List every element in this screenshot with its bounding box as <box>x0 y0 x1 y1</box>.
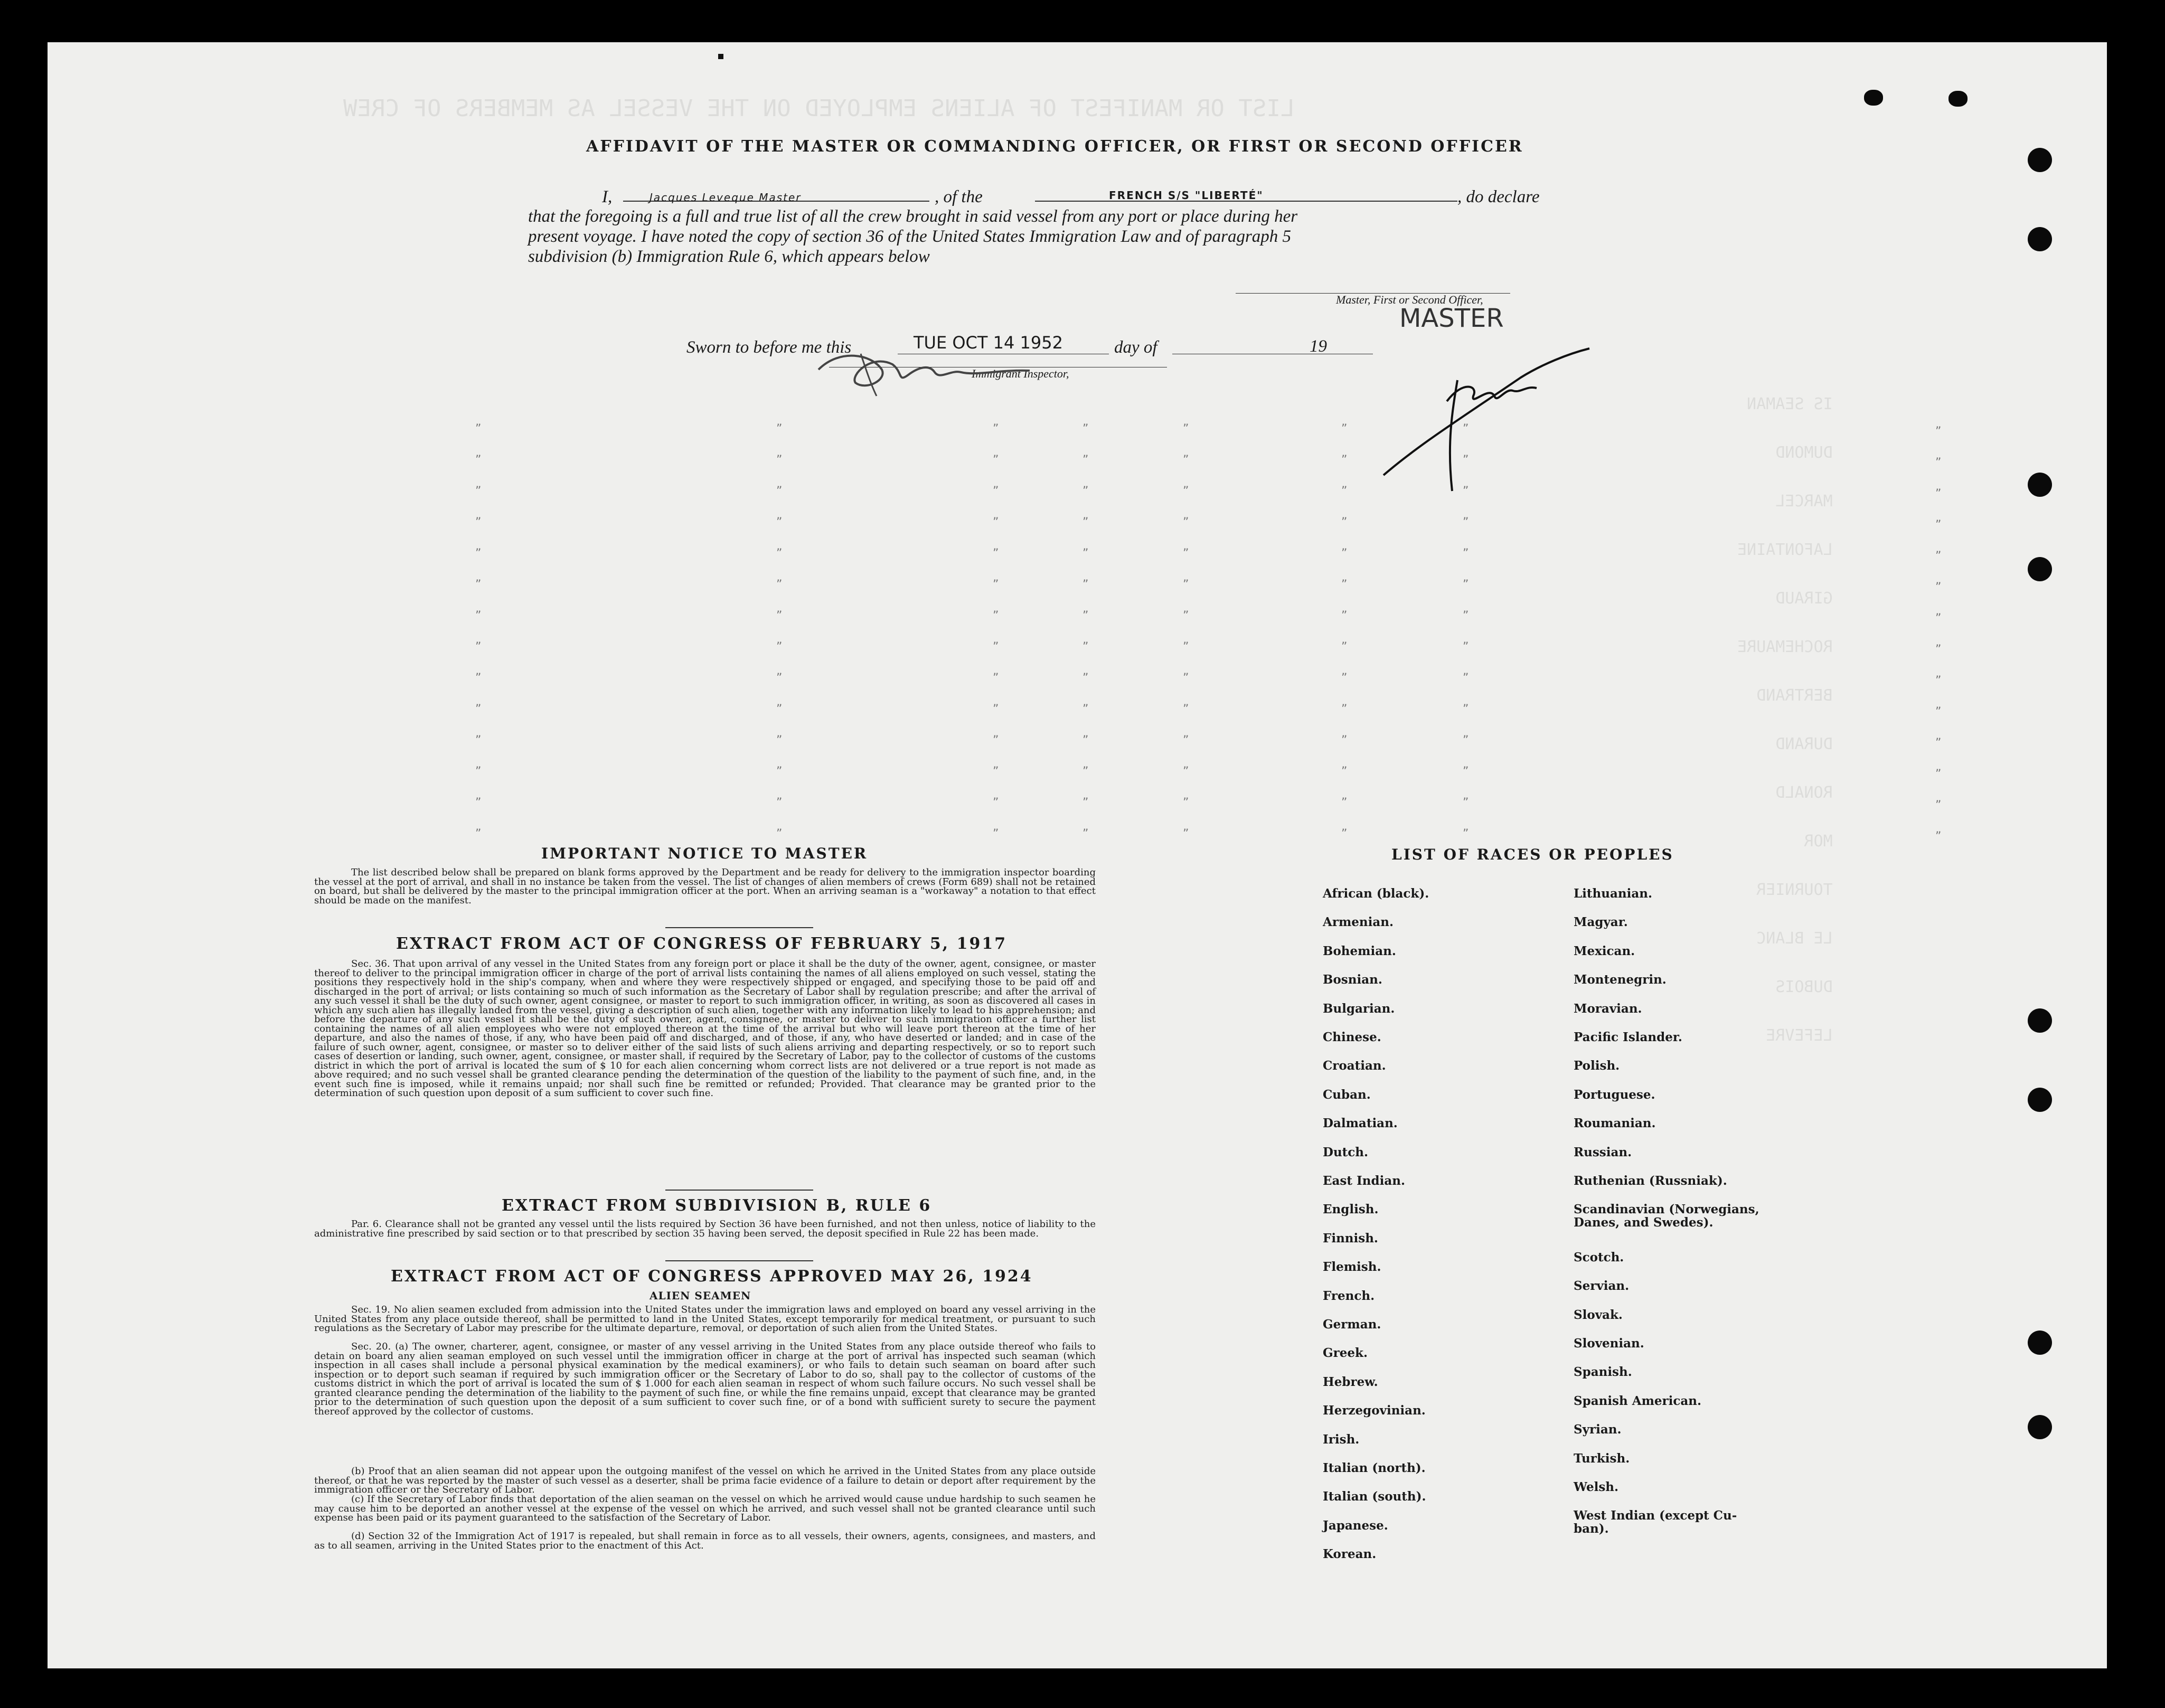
race-item: Dutch. <box>1323 1145 1369 1159</box>
affidavit-of-the: , of the <box>935 187 983 206</box>
ditto-mark: ” <box>1341 454 1348 467</box>
affidavit-line-4: subdivision (b) Immigration Rule 6, which appears below <box>528 247 930 266</box>
ditto-mark: ” <box>1935 487 1942 501</box>
notice-title: IMPORTANT NOTICE TO MASTER <box>541 845 868 862</box>
race-item: Pacific Islander. <box>1574 1030 1682 1044</box>
ditto-mark: ” <box>1341 516 1348 529</box>
race-item: Russian. <box>1574 1145 1632 1159</box>
ditto-mark: ” <box>1341 827 1348 841</box>
ditto-mark: ” <box>993 485 999 498</box>
race-item: German. <box>1323 1317 1381 1332</box>
ditto-mark: ” <box>1183 672 1189 685</box>
race-item: Lithuanian. <box>1574 886 1652 901</box>
race-item: Magyar. <box>1574 915 1628 930</box>
binder-hole <box>2028 1088 2052 1112</box>
ditto-mark: ” <box>776 703 783 716</box>
ditto-mark: ” <box>1341 609 1348 622</box>
ditto-mark: ” <box>776 609 783 622</box>
ditto-mark: ” <box>993 672 999 685</box>
ditto-mark: ” <box>993 516 999 529</box>
rule-6-divider <box>665 1260 813 1261</box>
notice-text: The list described below shall be prepared on blank forms approved by the Department and be ready for delivery to the immigration inspector boarding the vessel at the port of arrival, and shall in no instance be taken from the vessel. The list of changes of alien members of crews (Form 689) shall not be retained on board, but shall be delivered by the master to the principal immigration officer at the port. When an arriving seaman is a "workaway" a notation to that effect should be made on the manifest. <box>314 867 1096 906</box>
binder-hole <box>2028 1008 2052 1033</box>
race-item: Portuguese. <box>1574 1087 1655 1102</box>
ditto-mark: ” <box>1935 674 1942 687</box>
ditto-mark: ” <box>1082 703 1089 716</box>
bleed-through-header: LIST OR MANIFEST OF ALIENS EMPLOYED ON THE VESSEL AS MEMBERS OF CREW <box>343 95 1295 122</box>
ditto-mark: ” <box>475 422 482 436</box>
ditto-mark: ” <box>1463 578 1469 591</box>
ditto-mark: ” <box>1183 422 1189 436</box>
race-item: Scotch. <box>1574 1250 1624 1265</box>
ditto-mark: ” <box>475 796 482 809</box>
race-item: Spanish. <box>1574 1365 1632 1380</box>
ditto-mark: ” <box>993 640 999 654</box>
ditto-mark: ” <box>475 547 482 560</box>
ditto-mark: ” <box>1341 640 1348 654</box>
ditto-mark: ” <box>1463 765 1469 778</box>
ditto-mark: ” <box>993 422 999 436</box>
ditto-mark: ” <box>776 578 783 591</box>
race-item: Italian (south). <box>1323 1489 1426 1504</box>
binder-hole <box>2028 148 2052 172</box>
race-item: Korean. <box>1323 1547 1377 1562</box>
ditto-mark: ” <box>1341 547 1348 560</box>
race-item: African (black). <box>1323 886 1429 901</box>
master-signature <box>1368 338 1600 496</box>
race-item: Herzegovinian. <box>1323 1403 1426 1418</box>
ditto-mark: ” <box>776 796 783 809</box>
ditto-mark: ” <box>1463 485 1469 498</box>
race-item: Italian (north). <box>1323 1461 1426 1475</box>
ditto-mark: ” <box>776 640 783 654</box>
ditto-mark: ” <box>993 827 999 841</box>
race-item: Hebrew. <box>1323 1374 1378 1389</box>
race-item: Syrian. <box>1574 1422 1622 1437</box>
ditto-mark: ” <box>1935 799 1942 812</box>
act-1917-divider <box>665 1190 813 1191</box>
ditto-mark: ” <box>1082 796 1089 809</box>
affidavit-line-1 <box>602 187 612 207</box>
race-item: Mexican. <box>1574 943 1635 958</box>
binder-hole <box>2028 473 2052 497</box>
top-edge-mark <box>718 54 723 59</box>
affidavit-i: I, <box>602 187 613 206</box>
binder-hole <box>2028 227 2052 251</box>
ditto-mark: ” <box>1341 765 1348 778</box>
ditto-mark: ” <box>1082 672 1089 685</box>
affidavit-line-3: present voyage. I have noted the copy of section 36 of the United States Immigration Law and of paragraph 5 <box>528 227 1292 246</box>
ditto-mark: ” <box>1183 827 1189 841</box>
race-item: Bosnian. <box>1323 973 1382 987</box>
rule-6-title: EXTRACT FROM SUBDIVISION B, RULE 6 <box>502 1196 932 1215</box>
ditto-mark: ” <box>1183 609 1189 622</box>
act-1917-text: Sec. 36. That upon arrival of any vessel in the United States from any foreign port or place it shall be the duty of the owner, agent, consignee, or master thereof to deliver to the principal immigration officer in charge of the port of arrival lists containing the names of all aliens employed on such vessel, stating the positions they respectively hold in the ship's company, when and where they were respectively shipped or engaged, and specifying those to be paid off and discharged in the port of arrival; or lists containing so much of such information as the Secretary of Labor shall by regulation prescribe; and after the arrival of any such vessel it shall be the duty of such owner, agent consignee, or master to report to such immigration officer, in writing, as soon as discovered all cases in which any such alien has illegally landed from the vessel, giving a description of such alien, together with any information likely to lead to his apprehension; and before the departure of any such vessel it shall be the duty of such owner, agent, consignee, or master to deliver to such immigration officer a further list containing the names of all alien employees who were not employed thereon at the time of the arrival but who will leave port thereon at the time of her departure, and also the names of those, if any, who have been paid off and discharged, and of those, if any, who have deserted or landed; and in case of the failure of such owner, agent, consignee, or master so to deliver either of the said lists of such aliens arriving and departing respectively, or so to report such cases of desertion or landing, such owner, agent, consignee, or master shall, if required by the Secretary of Labor, pay to the collector of customs of the customs district in which the port of arrival is located the sum of $ 10 for each alien concerning whom correct lists are not delivered or a true report is not made as above required; and no such vessel shall be granted clearance pending the determination of the question of the liability to the payment of such fine, and, in the event such fine is imposed, while it remains unpaid; nor shall such fine be remitted or refunded; Provided. That clearance may be granted prior to the determination of such question upon deposit of a sum sufficient to cover such fine. <box>314 958 1096 1099</box>
race-item: Greek. <box>1323 1346 1368 1361</box>
race-item: Chinese. <box>1323 1030 1381 1044</box>
ditto-mark: ” <box>475 609 482 622</box>
act-1924-subtitle: ALIEN SEAMEN <box>650 1289 751 1302</box>
affidavit-title: AFFIDAVIT OF THE MASTER OR COMMANDING OFFICER, OR FIRST OR SECOND OFFICER <box>586 137 1523 156</box>
date-stamp: TUE OCT 14 1952 <box>914 333 1063 353</box>
race-item: Ruthenian (Russniak). <box>1574 1174 1727 1188</box>
ditto-mark: ” <box>1183 703 1189 716</box>
ditto-mark: ” <box>1341 796 1348 809</box>
ditto-mark: ” <box>1935 768 1942 781</box>
race-item: Moravian. <box>1574 1001 1642 1016</box>
ditto-mark: ” <box>776 422 783 436</box>
master-stamp: MASTER <box>1399 304 1504 333</box>
ditto-mark: ” <box>1935 612 1942 625</box>
ditto-mark: ” <box>776 485 783 498</box>
ditto-mark: ” <box>1082 422 1089 436</box>
ditto-mark: ” <box>1935 705 1942 719</box>
registration-mark <box>1864 90 1883 106</box>
ditto-mark: ” <box>1341 672 1348 685</box>
race-item: English. <box>1323 1202 1379 1217</box>
inspector-signature <box>808 333 1051 401</box>
ditto-mark: ” <box>1463 640 1469 654</box>
act-1924-sec19: Sec. 19. No alien seamen excluded from admission into the United States under the immigration laws and employed on board any vessel arriving in the United States from any place outside thereof, shall be permitted to land in the United States, except temporarily for medical treatment, or pursuant to such regulations as the Secretary of Labor may prescribe for the ultimate departure, removal, or deportation of such alien from the United States. <box>314 1304 1096 1334</box>
ditto-mark: ” <box>475 454 482 467</box>
notice-divider <box>665 927 813 928</box>
ditto-mark: ” <box>776 765 783 778</box>
race-item: Croatian. <box>1323 1059 1386 1073</box>
ditto-mark: ” <box>1183 734 1189 747</box>
race-item: Finnish. <box>1323 1231 1378 1245</box>
sworn-text: Sworn to before me this <box>686 338 852 357</box>
race-item: Welsh. <box>1574 1480 1619 1494</box>
master-name-field: Jacques Leveque Master <box>650 191 802 204</box>
ditto-mark: ” <box>1463 703 1469 716</box>
ditto-mark: ” <box>1935 456 1942 469</box>
ditto-mark: ” <box>1463 422 1469 436</box>
ditto-mark: ” <box>475 827 482 841</box>
ditto-mark: ” <box>1082 734 1089 747</box>
ditto-mark: ” <box>1183 578 1189 591</box>
race-item: Bohemian. <box>1323 943 1396 958</box>
ditto-mark: ” <box>1463 547 1469 560</box>
ditto-mark: ” <box>1935 830 1942 843</box>
ditto-mark: ” <box>1463 516 1469 529</box>
ditto-mark: ” <box>475 765 482 778</box>
ditto-mark: ” <box>1183 765 1189 778</box>
ditto-mark: ” <box>993 703 999 716</box>
ditto-mark: ” <box>1935 643 1942 656</box>
ditto-mark: ” <box>1341 734 1348 747</box>
race-item: Slovenian. <box>1574 1336 1644 1351</box>
ditto-mark: ” <box>1082 765 1089 778</box>
act-1924-sec20a: Sec. 20. (a) The owner, charterer, agent, consignee, or master of any vessel arriving in the United States from any place outside thereof who fails to detain on board any alien seaman employed on such vessel until the immigration officer in charge at the port of arrival has inspected such seaman (which inspection in all cases shall include a personal physical examination by the medical examiners), or who fails to detain such seaman on board after such inspection or to deport such seaman if required by such immigration officer or the Secretary of Labor to do so, shall pay to the collector of customs of the customs district in which the port of arrival is located the sum of $ 1.000 for each alien seaman in respect of whom such failure occurs. No such vessel shall be granted clearance pending the determination of the liability to the payment of such fine, or while the fine remains unpaid, except that clearance may be granted prior to the determination of such question upon the deposit of a sum sufficient to cover such fine, or of a bond with sufficient surety to secure the payment thereof approved by the collector of customs. <box>314 1341 1096 1417</box>
act-1924-sec20d: (d) Section 32 of the Immigration Act of 1917 is repealed, but shall remain in force as to all vessels, their owners, agents, consignees, and masters, and as to all seamen, arriving in the United States prior to the enactment of this Act. <box>314 1531 1096 1551</box>
bleed-through-column: IS SEAMAN DUMOND MARCEL LAFONTAINE GIRAUD ROCHEMAURE BERTRAND DURAND RONALD MOR TOURNIER LE BLANC DUBOIS LEFEVRE <box>1737 395 1833 1045</box>
ditto-mark: ” <box>1082 827 1089 841</box>
act-1917-title: EXTRACT FROM ACT OF CONGRESS OF FEBRUARY 5, 1917 <box>396 935 1008 953</box>
ditto-mark: ” <box>993 609 999 622</box>
registration-mark <box>1948 91 1968 107</box>
ditto-mark: ” <box>1935 581 1942 594</box>
ditto-mark: ” <box>993 765 999 778</box>
ditto-mark: ” <box>475 516 482 529</box>
ditto-mark: ” <box>1341 485 1348 498</box>
ditto-mark: ” <box>776 672 783 685</box>
ditto-mark: ” <box>1463 734 1469 747</box>
race-item: Polish. <box>1574 1059 1620 1073</box>
ditto-mark: ” <box>1183 796 1189 809</box>
ditto-mark: ” <box>1341 422 1348 436</box>
inspector-caption: Immigrant Inspector, <box>972 367 1069 380</box>
ditto-mark: ” <box>776 547 783 560</box>
races-title: LIST OF RACES OR PEOPLES <box>1391 846 1674 863</box>
ditto-mark: ” <box>1082 609 1089 622</box>
ditto-mark: ” <box>475 640 482 654</box>
ditto-mark: ” <box>1935 737 1942 750</box>
race-item: Armenian. <box>1323 915 1394 930</box>
race-item: Bulgarian. <box>1323 1001 1395 1016</box>
ditto-mark: ” <box>1082 516 1089 529</box>
ditto-mark: ” <box>1935 425 1942 438</box>
race-item: Japanese. <box>1323 1518 1388 1533</box>
ditto-mark: ” <box>993 547 999 560</box>
ditto-mark: ” <box>1183 516 1189 529</box>
manifest-page <box>48 42 2107 1668</box>
master-caption: Master, First or Second Officer, <box>1336 293 1483 306</box>
race-item: French. <box>1323 1288 1375 1303</box>
ditto-mark: ” <box>1463 454 1469 467</box>
rule-6-text: Par. 6. Clearance shall not be granted any vessel until the lists required by Section 36 have been furnished, and not then unless, notice of liability to the administrative fine prescribed by said section or to that prescribed by section 35 having been served, the deposit specified in Rule 22 has been made. <box>314 1219 1096 1239</box>
ditto-mark: ” <box>1082 547 1089 560</box>
ditto-mark: ” <box>475 485 482 498</box>
race-item: Turkish. <box>1574 1451 1630 1466</box>
year-prefix: 19 <box>1310 337 1327 356</box>
act-1924-sec20b: (b) Proof that an alien seaman did not appear upon the outgoing manifest of the vessel on which he arrived in the United States from any place outside thereof, or that he was reported by the master of such vessel as a deserter, shall be prima facie evidence of a failure to detain or deport after requirement by the immigration officer or the Secretary of Labor. <box>314 1466 1096 1495</box>
ditto-mark: ” <box>1082 640 1089 654</box>
ditto-mark: ” <box>1183 454 1189 467</box>
act-1924-sec20c: (c) If the Secretary of Labor finds that deportation of the alien seaman on the vessel on which he arrived would cause undue hardship to such seamen he may cause him to be deported an another vessel at the expense of the vessel on which he arrived, and such vessel shall not be granted clearance until such expense has been paid or its payment guaranteed to the satisfaction of the Secretary of Labor. <box>314 1494 1096 1523</box>
affidavit-do-declare: , do declare <box>1457 187 1540 206</box>
ditto-mark: ” <box>1463 672 1469 685</box>
ditto-mark: ” <box>1463 827 1469 841</box>
race-item: Flemish. <box>1323 1260 1381 1275</box>
ditto-mark: ” <box>1341 703 1348 716</box>
race-item: Montenegrin. <box>1574 973 1667 987</box>
ditto-mark: ” <box>1183 640 1189 654</box>
act-1924-title: EXTRACT FROM ACT OF CONGRESS APPROVED MAY 26, 1924 <box>391 1267 1033 1286</box>
race-item: Scandinavian (Norwegians, Danes, and Swedes). <box>1574 1202 1759 1230</box>
ditto-mark: ” <box>1183 547 1189 560</box>
ditto-mark: ” <box>475 734 482 747</box>
race-item: Spanish American. <box>1574 1393 1702 1408</box>
race-item: West Indian (except Cu- ban). <box>1574 1508 1737 1536</box>
ditto-mark: ” <box>475 672 482 685</box>
ditto-mark: ” <box>1082 454 1089 467</box>
vessel-name-field: FRENCH S/S "LIBERTÉ" <box>1109 189 1264 202</box>
ditto-mark: ” <box>475 578 482 591</box>
race-item: Irish. <box>1323 1432 1360 1447</box>
ditto-mark: ” <box>776 734 783 747</box>
race-item: Slovak. <box>1574 1307 1623 1322</box>
race-item: Dalmatian. <box>1323 1116 1398 1131</box>
ditto-mark: ” <box>1183 485 1189 498</box>
ditto-mark: ” <box>1082 578 1089 591</box>
binder-hole <box>2028 1415 2052 1439</box>
ditto-mark: ” <box>1935 550 1942 563</box>
ditto-mark: ” <box>776 516 783 529</box>
day-of-text: day of <box>1114 338 1157 357</box>
race-item: Roumanian. <box>1574 1116 1656 1131</box>
race-item: Servian. <box>1574 1279 1630 1294</box>
ditto-mark: ” <box>776 454 783 467</box>
race-item: Cuban. <box>1323 1087 1371 1102</box>
binder-hole <box>2028 1330 2052 1355</box>
ditto-mark: ” <box>1935 518 1942 532</box>
ditto-mark: ” <box>993 454 999 467</box>
ditto-mark: ” <box>1463 609 1469 622</box>
binder-hole <box>2028 557 2052 581</box>
ditto-mark: ” <box>475 703 482 716</box>
ditto-mark: ” <box>993 796 999 809</box>
affidavit-line-2: that the foregoing is a full and true list of all the crew brought in said vessel from any port or place during her <box>528 207 1298 226</box>
ditto-mark: ” <box>993 578 999 591</box>
race-item: East Indian. <box>1323 1174 1405 1188</box>
ditto-mark: ” <box>993 734 999 747</box>
ditto-mark: ” <box>1463 796 1469 809</box>
ditto-mark: ” <box>1341 578 1348 591</box>
ditto-mark: ” <box>776 827 783 841</box>
ditto-mark: ” <box>1082 485 1089 498</box>
